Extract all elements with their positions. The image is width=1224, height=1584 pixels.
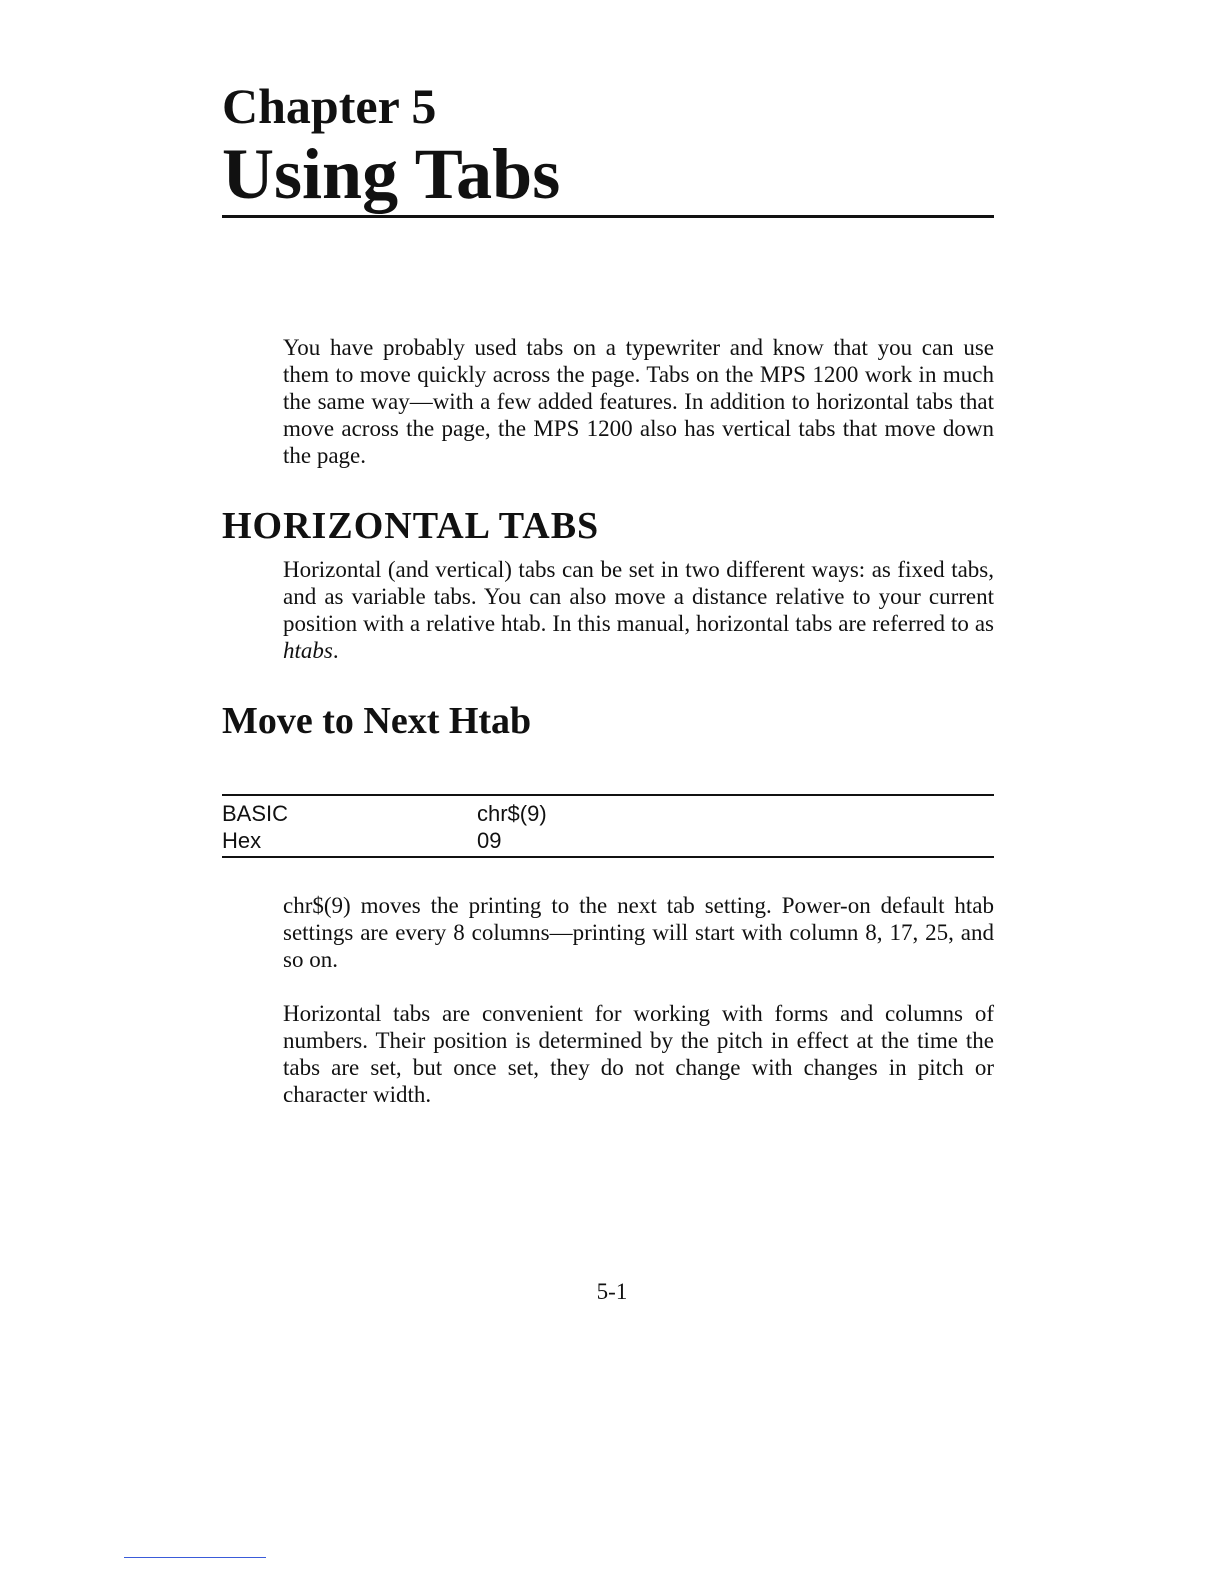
- body-paragraph-1: chr$(9) moves the printing to the next tab setting. Power-on default htab settings are every 8 columns—printing will start with column 8, 17, 25, and so on.: [283, 893, 994, 972]
- table-row: [222, 800, 994, 827]
- section-heading: HORIZONTAL TABS: [222, 505, 600, 547]
- chapter-label: Chapter 5: [222, 78, 437, 134]
- page-number: 5-1: [596, 1279, 628, 1304]
- table-row-value: 09: [477, 828, 502, 853]
- chapter-title: Using Tabs: [222, 134, 561, 214]
- table-row-key: BASIC: [222, 801, 289, 826]
- footer-divider: [124, 1557, 266, 1558]
- section-paragraph: [283, 556, 994, 664]
- subsection-heading: Move to Next Htab: [222, 700, 532, 742]
- table-row: [222, 827, 994, 854]
- section-paragraph-end: .: [332, 638, 339, 663]
- table-row-key: Hex: [222, 828, 262, 853]
- intro-paragraph: You have probably used tabs on a typewriter and know that you can use them to move quickly across the page. Tabs on the MPS 1200 work in much the same way—with a few added features. In addition to horizontal tabs that move across the page, the MPS 1200 also has vertical tabs that move down the page.: [283, 335, 994, 468]
- body-paragraph-2: Horizontal tabs are convenient for working with forms and columns of numbers. Their position is determined by the pitch in effect at the time the tabs are set, but once set, they do not change with changes in pitch or character width.: [283, 1001, 994, 1107]
- title-divider: [222, 215, 994, 218]
- section-paragraph-term: htabs: [283, 638, 333, 663]
- command-table: [222, 794, 994, 858]
- section-paragraph-text: Horizontal (and vertical) tabs can be set in two different ways: as fixed tabs, and as variable tabs. You can also move a distance relative to your current position with a relative htab. In this manual, horizontal tabs are referred to as: [283, 557, 994, 636]
- table-row-value: chr$(9): [477, 801, 547, 826]
